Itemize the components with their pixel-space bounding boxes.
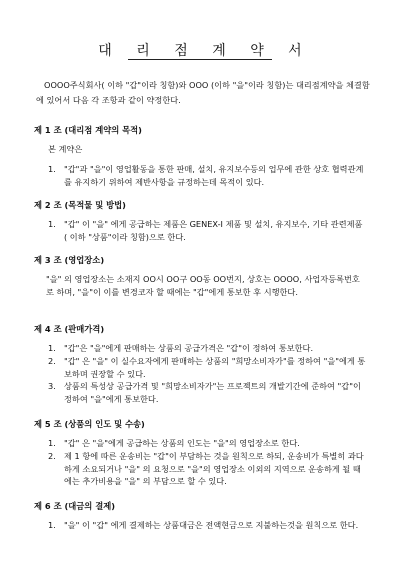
document-title: 대 리 점 계 약 서: [98, 43, 312, 59]
item-number: 2.: [48, 356, 56, 366]
item-text: "갑" 은 "을"에게 공급하는 상품의 인도는 "을"의 영업장소로 한다.: [64, 438, 300, 448]
article-2-heading: 제 2 조 (목적물 및 방법): [34, 200, 126, 210]
title-underline: [128, 59, 272, 60]
item-text: "갑" 은 "을" 이 실수요자에게 판매하는 상품의 "희망소비자가"를 정하여 "을"에게 통보하며 권장할 수 있다.: [64, 356, 366, 379]
item-number: 3.: [48, 381, 56, 391]
item-text: "갑" 이 "을" 에게 공급하는 제품은 GENEX-I 제품 및 설치, 유지보수, 기타 관련제품 ( 이하 "상품"이라 칭함)으로 한다.: [64, 219, 363, 242]
article-4-item-3: [48, 380, 368, 405]
item-text: "갑"과 "을"이 영업활동을 통한 판매, 설치, 유지보수등의 업무에 관한 상호 협력관계를 유지하기 위하여 제반사항을 규정하는데 목적이 있다.: [64, 164, 364, 187]
article-1-item-1: [48, 163, 368, 188]
article-1-heading: 제 1 조 (대리점 계약의 목적): [34, 125, 142, 135]
article-3-paragraph: "을" 의 영업장소는 소재지 OO시 OO구 OO동 OO번지, 상호는 OOOO, 사업자등록번호 로 하며, "을"이 이를 변경코자 할 때에는 "갑"에게 통보한 후 시행한다.: [46, 274, 397, 297]
item-number: 1.: [48, 219, 56, 229]
article-1-lead: 본 계약은: [48, 144, 83, 154]
article-4-item-2: [48, 355, 368, 380]
item-number: 1.: [48, 343, 56, 353]
intro-paragraph: OOOO주식회사( 이하 "갑"이라 칭함)와 OOO (이하 "을"이라 칭함)는 대리점계약을 체결함에 있어서 다음 각 조항과 같이 약정한다.: [36, 80, 370, 105]
item-text: "을" 이 "갑" 에게 결제하는 상품대금은 전액현금으로 지불하는것을 원칙으로 한다.: [64, 520, 359, 530]
article-6-heading: 제 6 조 (대금의 결제): [34, 501, 116, 511]
article-5-heading: 제 5 조 (상품의 인도 및 수송): [34, 419, 145, 429]
item-text: 상품의 특성상 공급가격 및 "희망소비자가"는 프로젝트의 개발기간에 준하여 "갑"이 정하여 "을"에게 통보한다.: [64, 381, 361, 404]
item-text: 제 1 항에 따른 운송비는 "갑"이 부담하는 것을 원칙으로 하되, 운송비가 특별히 과다하게 소요되거나 "을" 의 요청으로 "을"의 영업장소 이외의 지역으로 운송하게 될 때에는 추가비용을 "을" 의 부담으로 할 수 있다.: [64, 451, 364, 486]
article-4-item-1: [48, 342, 368, 355]
item-text: "갑"은 "을"에게 판매하는 상품의 공급가격은 "갑"이 정하여 통보한다.: [64, 343, 314, 353]
article-2-item-1: [48, 218, 368, 243]
article-3-heading: 제 3 조 (영업장소): [34, 255, 105, 265]
article-6-item-1: [48, 519, 368, 532]
item-number: 1.: [48, 164, 56, 174]
item-number: 2.: [48, 451, 56, 461]
article-5-item-1: [48, 437, 368, 450]
article-4-heading: 제 4 조 (판매가격): [34, 324, 105, 334]
item-number: 1.: [48, 438, 56, 448]
item-number: 1.: [48, 520, 56, 530]
article-5-item-2: [48, 450, 368, 488]
